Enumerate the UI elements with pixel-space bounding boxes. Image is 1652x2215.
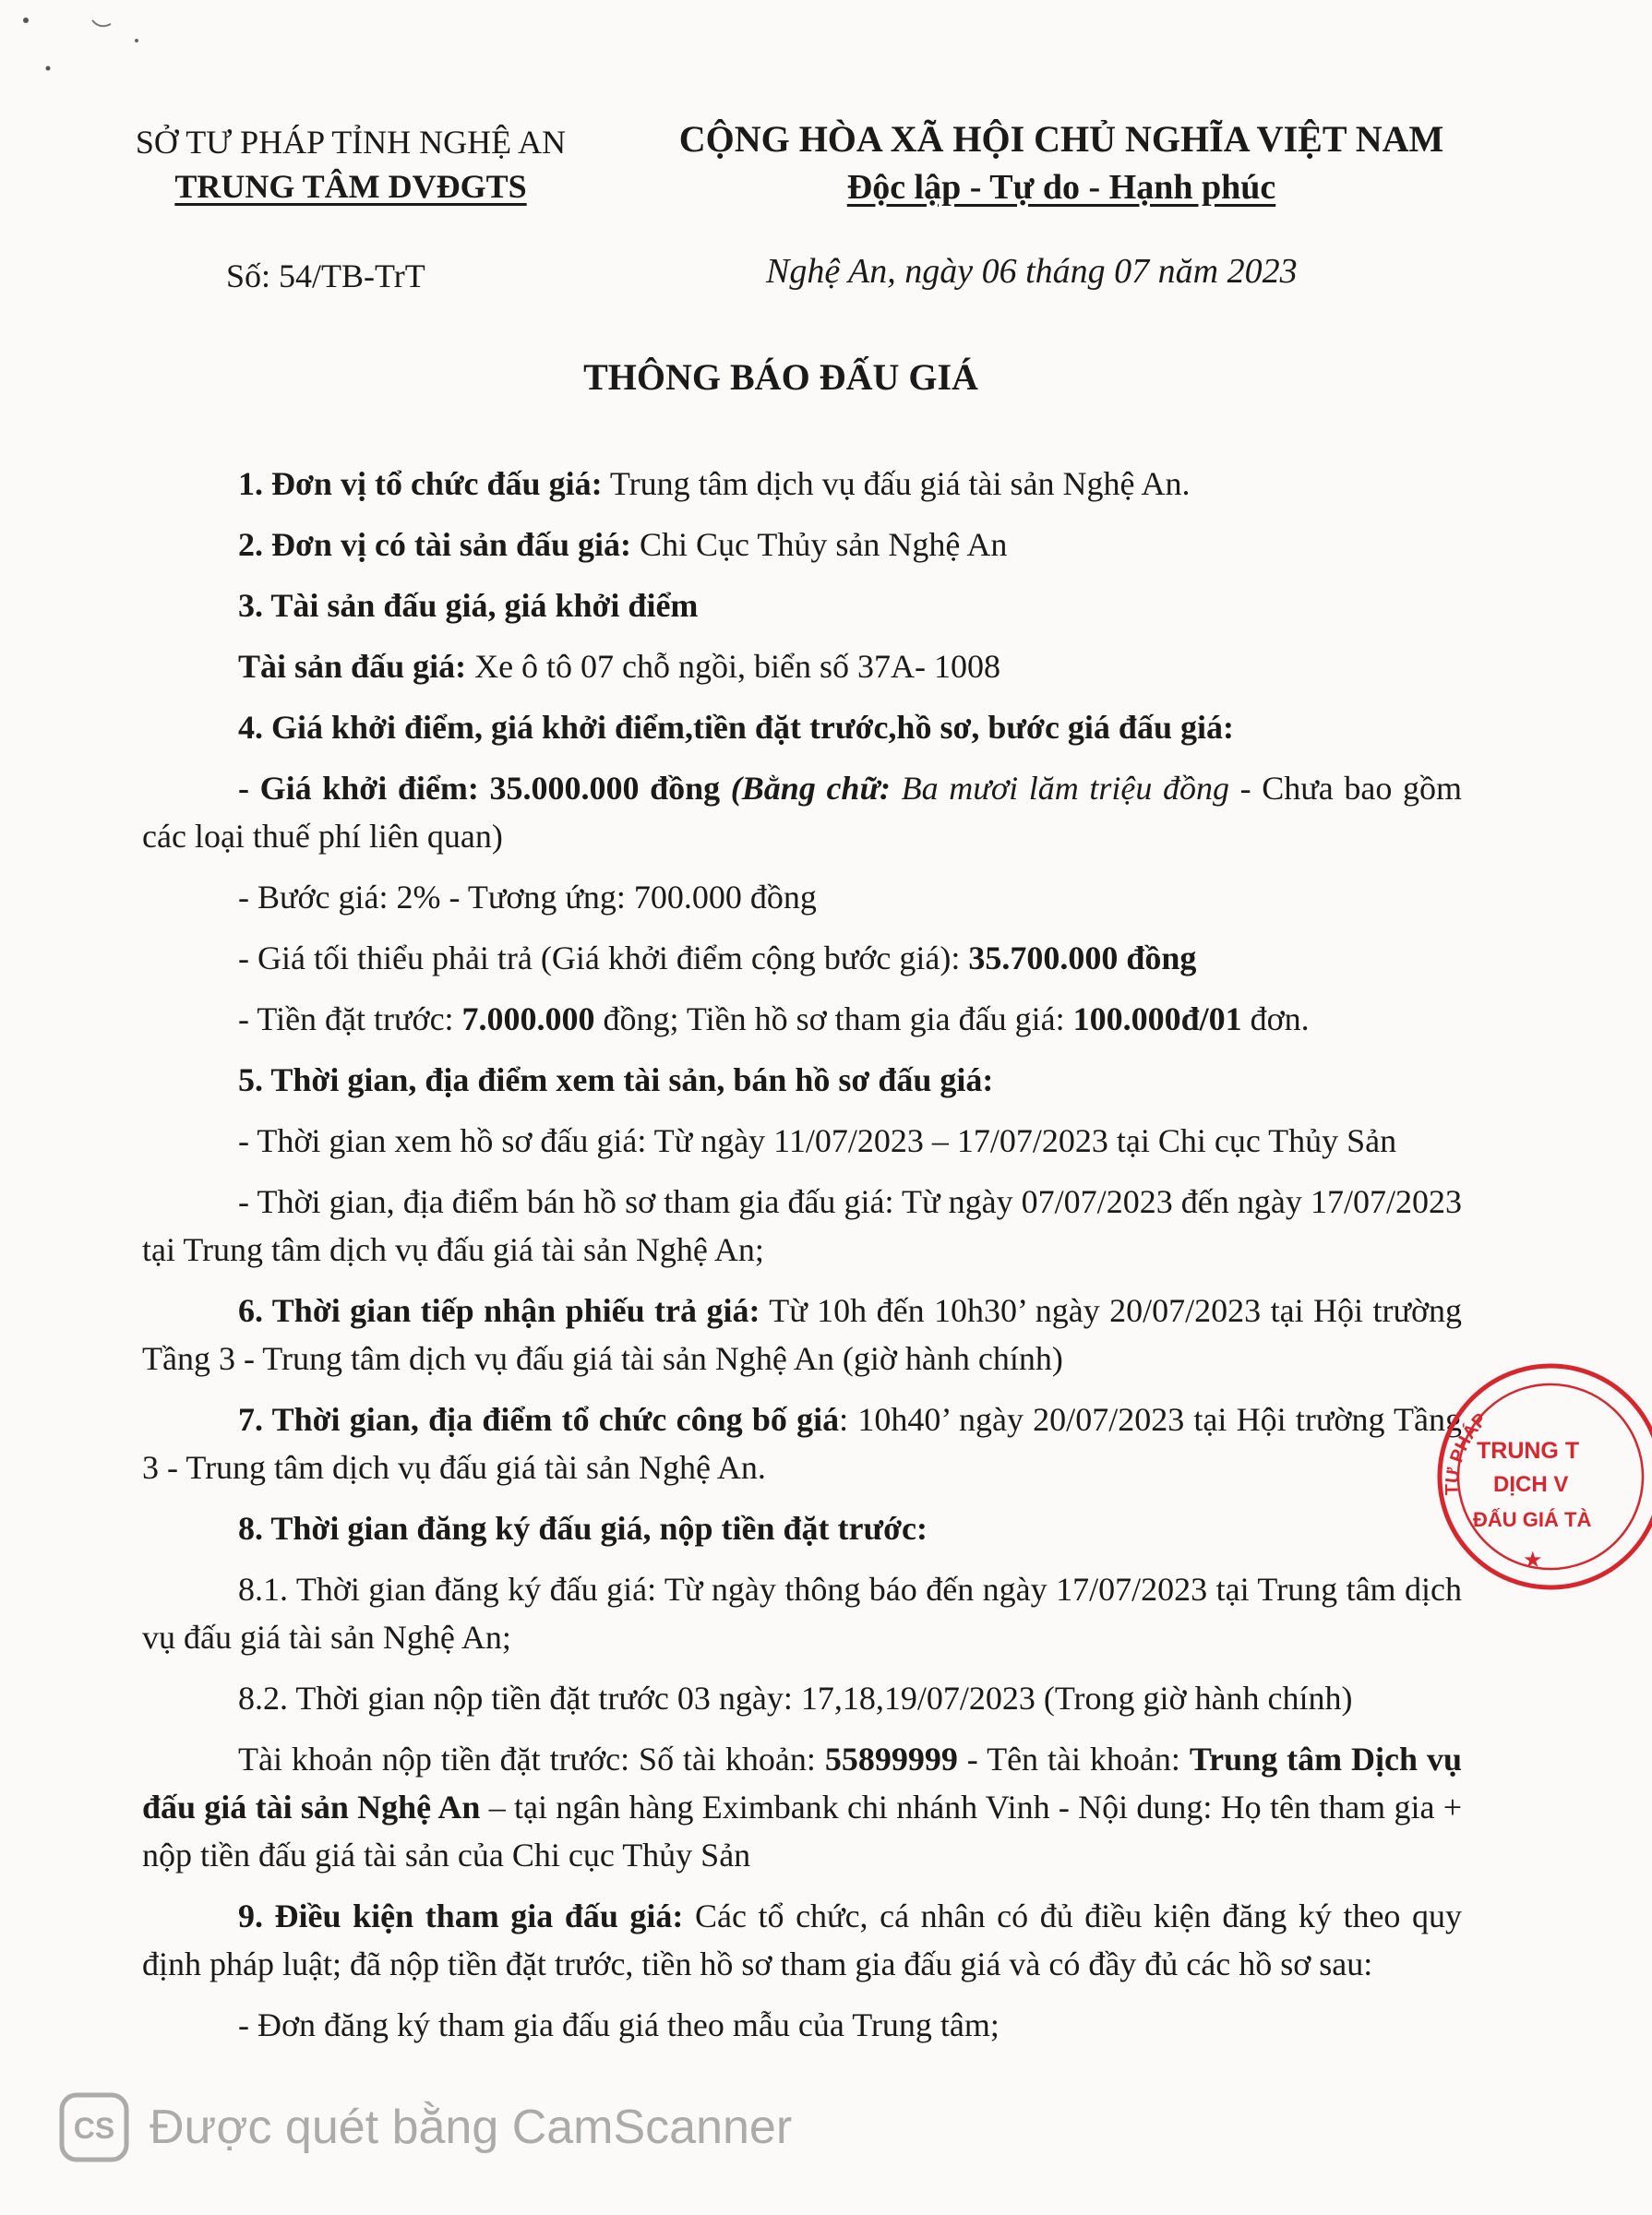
scan-specks xyxy=(0,0,185,92)
stamp-line-1: TRUNG T xyxy=(1477,1438,1580,1464)
section-1: 1. Đơn vị tổ chức đấu giá: Trung tâm dịch vụ đấu giá tài sản Nghệ An. xyxy=(238,465,1191,502)
agency-name: TRUNG TÂM DVĐGTS xyxy=(174,168,527,205)
section-3-heading: 3. Tài sản đấu giá, giá khởi điểm xyxy=(238,587,699,624)
section-6: 6. Thời gian tiếp nhận phiếu trả giá: Từ 10h đến 10h30’ ngày 20/07/2023 tại Hội trường Tầng 3 - Trung tâm dịch vụ đấu giá tài sản Nghệ An (giờ hành chính) xyxy=(142,1292,1462,1377)
section-4-min-price: - Giá tối thiểu phải trả (Giá khởi điểm cộng bước giá): 35.700.000 đồng xyxy=(238,940,1197,976)
stamp-star-icon: ★ xyxy=(1523,1547,1543,1573)
section-4-start-price: - Giá khởi điểm: 35.000.000 đồng (Bằng chữ: Ba mươi lăm triệu đồng - Chưa bao gồm các loại thuế phí liên quan) xyxy=(142,770,1462,855)
section-8-account: Tài khoản nộp tiền đặt trước: Số tài khoản: 55899999 - Tên tài khoản: Trung tâm Dịch vụ đấu giá tài sản Nghệ An – tại ngân hàng Eximbank chi nhánh Vinh - Nội dung: Họ tên tham gia + nộp tiền đấu giá tài sản của Chi cục Thủy Sản xyxy=(142,1741,1462,1874)
document-date: Nghệ An, ngày 06 tháng 07 năm 2023 xyxy=(766,252,1298,291)
stamp-line-3: ĐẤU GIÁ TÀ xyxy=(1473,1508,1592,1531)
section-9-item-1: - Đơn đăng ký tham gia đấu giá theo mẫu của Trung tâm; xyxy=(238,2006,1000,2043)
section-5-view: - Thời gian xem hồ sơ đấu giá: Từ ngày 11/07/2023 – 17/07/2023 tại Chi cục Thủy Sản xyxy=(238,1122,1397,1159)
section-5-heading: 5. Thời gian, địa điểm xem tài sản, bán hồ sơ đấu giá: xyxy=(238,1061,994,1098)
section-4-heading: 4. Giá khởi điểm, giá khởi điểm,tiền đặt trước,hồ sơ, bước giá đấu giá: xyxy=(238,709,1234,746)
camscanner-logo-icon xyxy=(59,2092,129,2162)
official-stamp xyxy=(1412,1357,1652,1597)
stamp-line-2: DỊCH V xyxy=(1493,1472,1569,1497)
country-name: CỘNG HÒA XÃ HỘI CHỦ NGHĨA VIỆT NAM xyxy=(678,118,1444,160)
motto-line: Độc lập - Tự do - Hạnh phúc xyxy=(846,168,1276,207)
section-7: 7. Thời gian, địa điểm tổ chức công bố giá: 10h40’ ngày 20/07/2023 tại Hội trường Tầng 3 - Trung tâm dịch vụ đấu giá tài sản Nghệ An. xyxy=(142,1401,1463,1486)
scanner-watermark xyxy=(59,2090,792,2164)
section-8-heading: 8. Thời gian đăng ký đấu giá, nộp tiền đặt trước: xyxy=(238,1510,928,1547)
document-title: THÔNG BÁO ĐẤU GIÁ xyxy=(583,356,978,398)
stamp-ring-text: TƯ PHÁP xyxy=(1442,1409,1491,1496)
document-body xyxy=(142,460,1462,2062)
watermark-text: Được quét bằng CamScanner xyxy=(150,2101,793,2154)
section-8-payment: 8.2. Thời gian nộp tiền đặt trước 03 ngày: 17,18,19/07/2023 (Trong giờ hành chính) xyxy=(238,1680,1353,1717)
section-3-asset: Tài sản đấu giá: Xe ô tô 07 chỗ ngồi, biển số 37A- 1008 xyxy=(238,648,1001,685)
section-8-registration: 8.1. Thời gian đăng ký đấu giá: Từ ngày thông báo đến ngày 17/07/2023 tại Trung tâm dịch vụ đấu giá tài sản Nghệ An; xyxy=(142,1571,1462,1656)
issuing-agency xyxy=(92,120,609,209)
section-2: 2. Đơn vị có tài sản đấu giá: Chi Cục Thủy sản Nghệ An xyxy=(238,526,1008,563)
section-4-step: - Bước giá: 2% - Tương ứng: 700.000 đồng xyxy=(238,879,817,916)
section-4-deposit: - Tiền đặt trước: 7.000.000 đồng; Tiền hồ sơ tham gia đấu giá: 100.000đ/01 đơn. xyxy=(238,1000,1310,1037)
agency-parent: SỞ TƯ PHÁP TỈNH NGHỆ AN xyxy=(135,124,567,161)
svg-text:CS: CS xyxy=(73,2112,115,2145)
national-motto xyxy=(646,115,1477,211)
document-number: Số: 54/TB-TrT xyxy=(226,257,425,294)
section-5-sell: - Thời gian, địa điểm bán hồ sơ tham gia đấu giá: Từ ngày 07/07/2023 đến ngày 17/07/2023 tại Trung tâm dịch vụ đấu giá tài sản Nghệ An; xyxy=(142,1183,1462,1268)
section-9: 9. Điều kiện tham gia đấu giá: Các tổ chức, cá nhân có đủ điều kiện đăng ký theo quy định pháp luật; đã nộp tiền đặt trước, tiền hồ sơ tham gia đấu giá và có đầy đủ các hồ sơ sau: xyxy=(142,1898,1462,1982)
